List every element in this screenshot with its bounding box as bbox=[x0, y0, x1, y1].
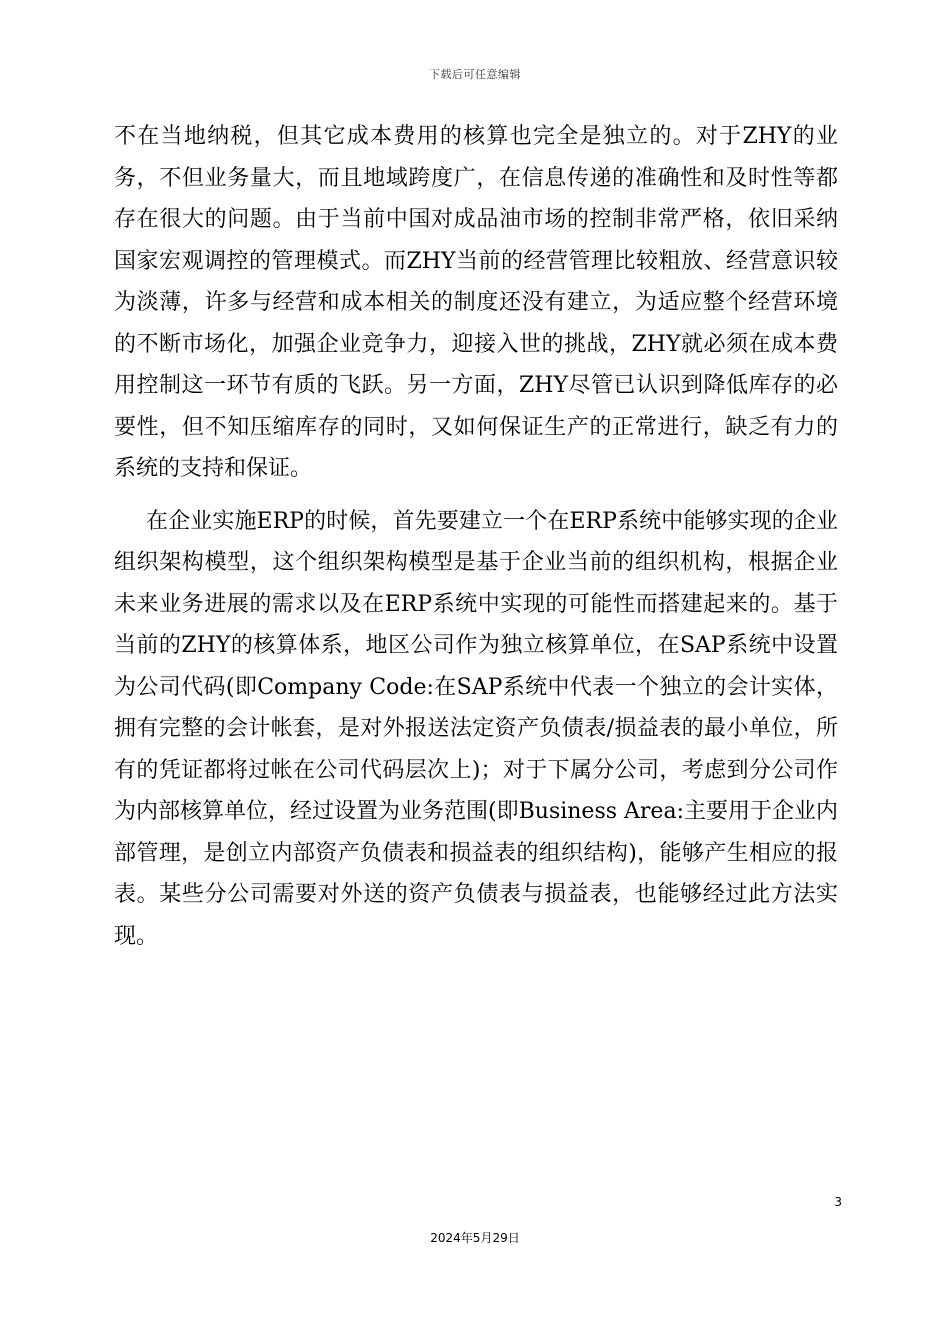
footer-date: 2024年5月29日 bbox=[430, 1231, 520, 1245]
paragraph-2: 在企业实施ERP的时候，首先要建立一个在ERP系统中能够实现的企业组织架构模型，这个组织架构模型是基于企业当前的组织机构，根据企业未来业务进展的需求以及在ERP系统中实现的可能性而搭建起来的。基于当前的ZHY的核算体系，地区公司作为独立核算单位，在SAP系统中设置为公司代码(即Company Code:在SAP系统中代表一个独立的会计实体，拥有完整的会计帐套，是对外报送法定资产负债表/损益表的最小单位，所有的凭证都将过帐在公司代码层次上)；对于下属分公司，考虑到分公司作为内部核算单位，经过设置为业务范围(即Business Area:主要用于企业内部管理，是创立内部资产负债表和损益表的组织结构)，能够产生相应的报表。某些分公司需要对外送的资产负债表与损益表，也能够经过此方法实现。 bbox=[114, 508, 838, 949]
body-text bbox=[114, 116, 838, 957]
paragraph-1: 不在当地纳税，但其它成本费用的核算也完全是独立的。对于ZHY的业务，不但业务量大，而且地域跨度广，在信息传递的准确性和及时性等都存在很大的问题。由于当前中国对成品油市场的控制非常严格，依旧采纳国家宏观调控的管理模式。而ZHY当前的经营管理比较粗放、经营意识较为淡薄，许多与经营和成本相关的制度还没有建立，为适应整个经营环境的不断市场化，加强企业竞争力，迎接入世的挑战，ZHY就必须在成本费用控制这一环节有质的飞跃。另一方面，ZHY尽管已认识到降低库存的必要性，但不知压缩库存的同时，又如何保证生产的正常进行，缺乏有力的系统的支持和保证。 bbox=[114, 124, 838, 481]
page-number: 3 bbox=[834, 1195, 842, 1209]
page-header: 下载后可任意编辑 bbox=[429, 68, 521, 81]
